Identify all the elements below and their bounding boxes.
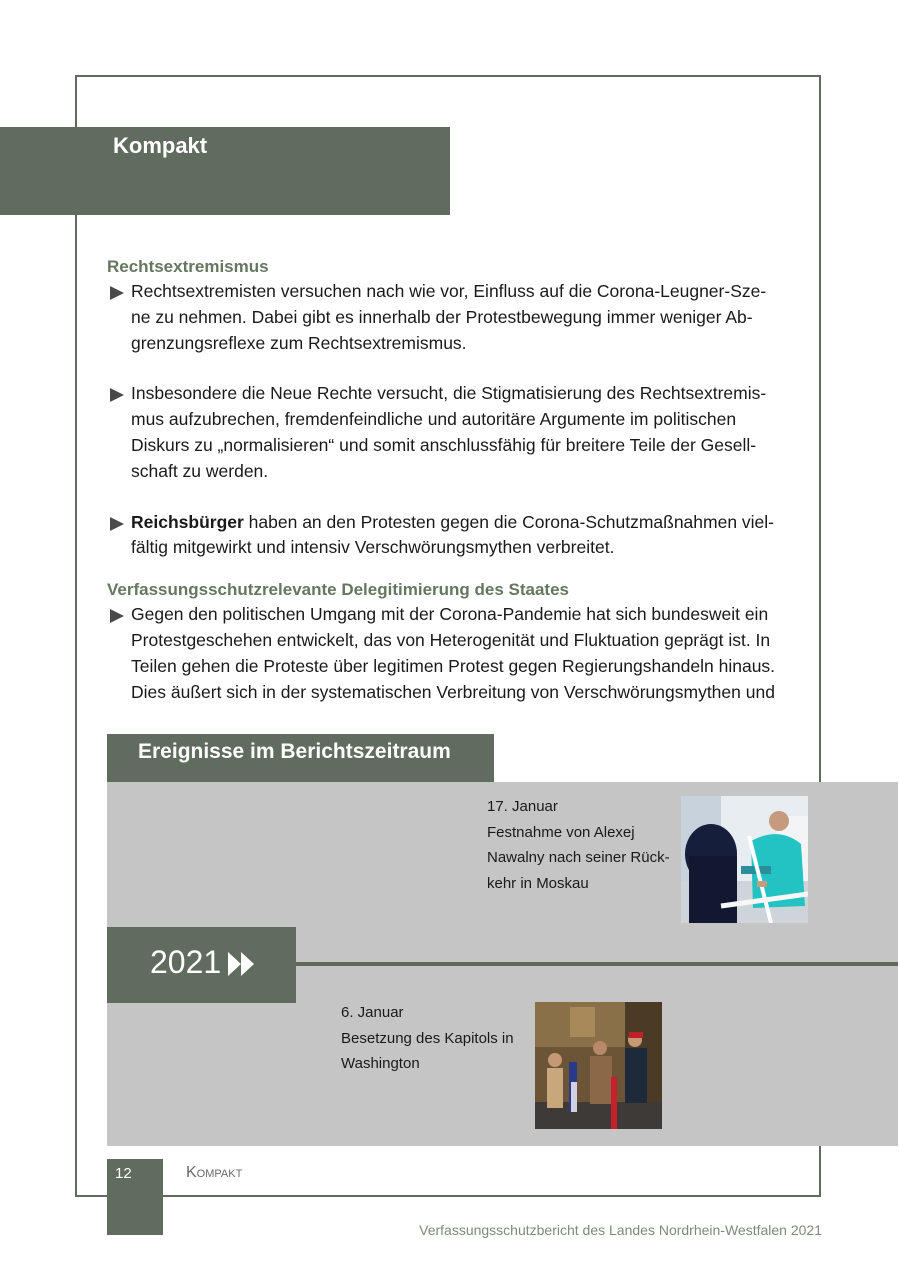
running-head: Kompakt: [186, 1164, 243, 1181]
bullet-item: [107, 381, 797, 484]
bullet-item: [107, 279, 797, 356]
bullet-line: mus aufzubrechen, fremdenfeindliche und autoritäre Argumente im politischen: [131, 409, 737, 430]
event-line: Washington: [341, 1055, 420, 1072]
event-item: [487, 794, 677, 896]
bullet-line: grenzungsreflexe zum Rechtsextremismus.: [131, 332, 467, 353]
bullet-line: schaft zu werden.: [131, 460, 269, 481]
triangle-bullet-icon: [110, 286, 124, 300]
event-line: Besetzung des Kapitols in: [341, 1029, 514, 1047]
page-number: 12: [115, 1165, 132, 1182]
event-line: Nawalny nach seiner Rück-: [487, 849, 670, 866]
event-date: 17. Januar: [487, 798, 558, 815]
bold-term-reichsbuerger: Reichsbürger: [131, 511, 244, 532]
event-date: 6. Januar: [341, 1004, 404, 1021]
event-line: kehr in Moskau: [487, 874, 589, 892]
triangle-bullet-icon: [110, 517, 124, 531]
footer-text: Verfassungsschutzbericht des Landes Nordrhein-Westfalen 2021: [419, 1222, 822, 1238]
bullet-item: [107, 510, 797, 562]
fast-forward-icon: [228, 952, 254, 976]
timeline-line: [296, 962, 898, 966]
arrest-photo: [681, 796, 808, 923]
bullet-line-rest: haben an den Protesten gegen die Corona-Schutzmaßnahmen viel-: [243, 511, 775, 532]
section-heading-delegitimierung: Verfassungsschutzrelevante Delegitimierung des Staates: [107, 580, 570, 600]
event-item: [341, 1000, 531, 1077]
bullet-line: Diskurs zu „normalisieren“ und somit anschlussfähig für breitere Teile der Gesell-: [131, 434, 757, 455]
triangle-bullet-icon: [110, 388, 124, 402]
section-heading-rechtsextremismus: Rechtsextremismus: [107, 257, 269, 276]
content-area: [107, 256, 797, 705]
bullet-line: Dies äußert sich in der systematischen Verbreitung von Verschwörungsmythen und: [131, 681, 775, 702]
events-title: Ereignisse im Berichtszeitraum: [138, 740, 451, 763]
bullet-item: [107, 602, 797, 705]
bullet-line: Gegen den politischen Umgang mit der Corona-Pandemie hat sich bundesweit ein: [131, 604, 769, 625]
kompakt-banner: [0, 127, 450, 215]
bullet-line: [131, 510, 797, 536]
bullet-line: Teilen gehen die Proteste über legitimen Protest gegen Regierungshandeln hinaus.: [131, 655, 776, 676]
triangle-bullet-icon: [110, 609, 124, 623]
year-label: 2021: [150, 944, 222, 980]
banner-title: Kompakt: [113, 133, 208, 158]
bullet-line: ne zu nehmen. Dabei gibt es innerhalb der Protestbewegung immer weniger Ab-: [131, 306, 753, 327]
bullet-line: Rechtsextremisten versuchen nach wie vor, Einfluss auf die Corona-Leugner-Sze-: [131, 281, 767, 301]
bullet-line: fältig mitgewirkt und intensiv Verschwörungsmythen verbreitet.: [131, 537, 615, 558]
bullet-line: Insbesondere die Neue Rechte versucht, die Stigmatisierung des Rechtsextremis-: [131, 383, 767, 404]
bullet-line: Protestgeschehen entwickelt, das von Heterogenität und Fluktuation geprägt ist. In: [131, 629, 771, 650]
capitol-photo: [535, 1002, 662, 1129]
event-line: Festnahme von Alexej: [487, 823, 635, 841]
